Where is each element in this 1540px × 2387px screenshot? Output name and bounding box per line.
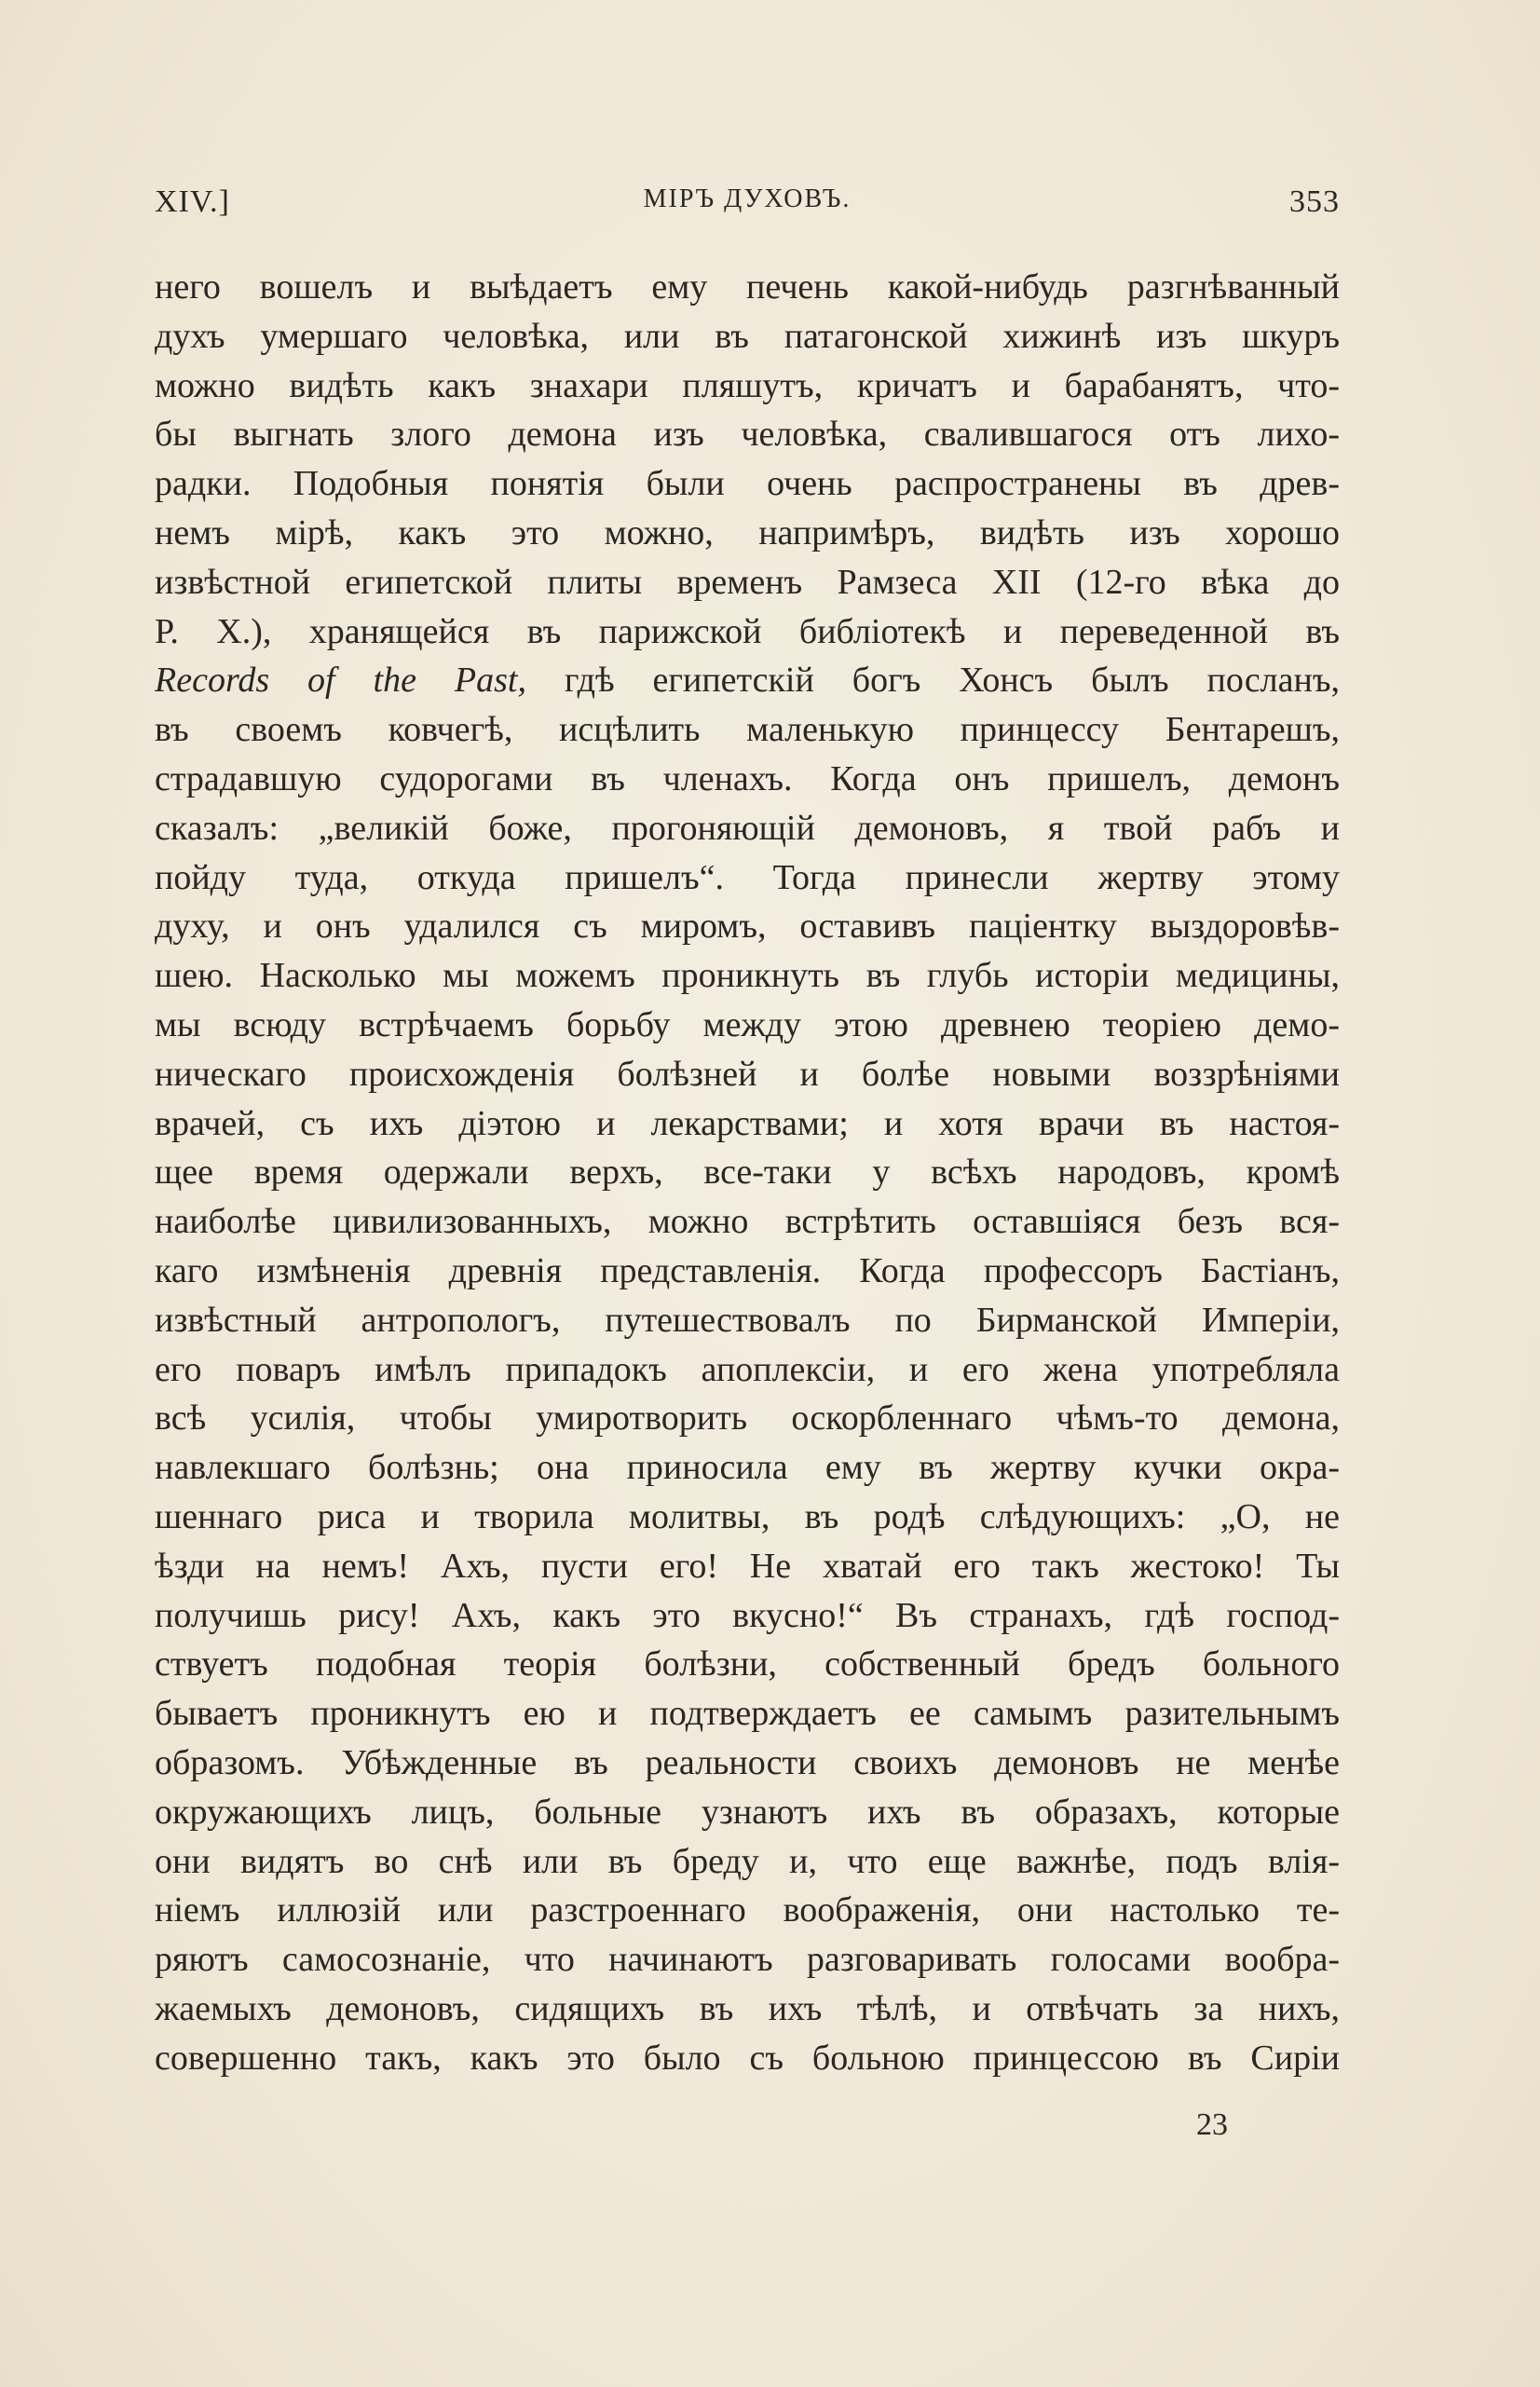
text-line: ряютъ самосознаніе, что начинаютъ разговаривать голосами вообра- [155,1940,1340,1980]
text-line: можно видѣть какъ знахари пляшутъ, кричатъ и барабанятъ, что- [155,365,1340,405]
text-line: немъ мірѣ, какъ это можно, напримѣръ, видѣть изъ хорошо [155,512,1340,552]
text-line: каго измѣненія древнія представленія. Когда профессоръ Бастіанъ, [155,1250,1340,1290]
text-line: окружающихъ лицъ, больные узнаютъ ихъ въ образахъ, которые [155,1792,1340,1832]
text-line: духу, и онъ удалился съ миромъ, оставивъ паціентку выздоровѣв- [155,907,1340,947]
page-number: 353 [1289,184,1340,219]
running-title: МІРЪ ДУХОВЪ. [643,184,852,213]
text-line: всѣ усилія, чтобы умиротворить оскорбленнаго чѣмъ-то демона, [155,1398,1340,1439]
text-line: врачей, съ ихъ діэтою и лекарствами; и хотя врачи въ настоя- [155,1103,1340,1143]
text-line: сказалъ: „великій боже, прогоняющій демоновъ, я твой рабъ и [155,808,1340,848]
text-line: ническаго происхожденія болѣзней и болѣе новыми воззрѣніями [155,1054,1340,1094]
text-line: совершенно такъ, какъ это было съ больною принцессою въ Сиріи [155,2038,1340,2078]
text-line: извѣстный антропологъ, путешествовалъ по Бирманской Имперіи, [155,1300,1340,1340]
text-line: ніемъ иллюзій или разстроеннаго воображенія, они настолько те- [155,1890,1340,1930]
text-line: получишь рису! Ахъ, какъ это вкусно!“ Въ странахъ, гдѣ господ- [155,1595,1340,1635]
text-line: ствуетъ подобная теорія болѣзни, собственный бредъ больного [155,1644,1340,1685]
text-line-rest: гдѣ египетскій богъ Хонсъ былъ посланъ, [525,661,1340,701]
text-line: него вошелъ и выѣдаетъ ему печень какой-нибудь разгнѣванный [155,267,1340,307]
text-line: въ своемъ ковчегѣ, исцѣлить маленькую принцессу Бентарешъ, [155,710,1340,750]
text-line: ѣзди на немъ! Ахъ, пусти его! Не хватай его такъ жестоко! Ты [155,1546,1340,1586]
book-title-italic: Records of the Past, [155,661,526,701]
text-line: мы всюду встрѣчаемъ борьбу между этою древнею теоріею демо- [155,1004,1340,1044]
text-line: жаемыхъ демоновъ, сидящихъ въ ихъ тѣлѣ, и отвѣчать за нихъ, [155,1988,1340,2028]
text-line: извѣстной египетской плиты временъ Рамзеса XII (12-го вѣка до [155,562,1340,602]
text-line: радки. Подобныя понятія были очень распространены въ древ- [155,464,1340,504]
text-line: наиболѣе цивилизованныхъ, можно встрѣтить оставшіяся безъ вся- [155,1202,1340,1242]
text-line: страдавшую судорогами въ членахъ. Когда онъ пришелъ, демонъ [155,758,1340,798]
chapter-number: XIV.] [155,184,230,219]
text-line: они видятъ во снѣ или въ бреду и, что еще важнѣе, подъ влія- [155,1841,1340,1881]
text-line: духъ умершаго человѣка, или въ патагонской хижинѣ изъ шкуръ [155,316,1340,356]
text-line: Р. X.), хранящейся въ парижской библіотекѣ и переведенной въ [155,611,1340,651]
text-line: пойду туда, откуда пришелъ“. Тогда принесли жертву этому [155,857,1340,897]
text-line: бываетъ проникнутъ ею и подтверждаетъ ее самымъ разительнымъ [155,1694,1340,1734]
page-header [155,184,1340,229]
text-line: шею. Насколько мы можемъ проникнуть въ глубь исторіи медицины, [155,956,1340,996]
text-line: образомъ. Убѣжденные въ реальности своихъ демоновъ не менѣе [155,1742,1340,1782]
text-line: бы выгнать злого демона изъ человѣка, свалившагося отъ лихо- [155,415,1340,455]
text-line: шеннаго риса и творила молитвы, въ родѣ слѣдующихъ: „О, не [155,1496,1340,1536]
text-line: его поваръ имѣлъ припадокъ апоплексіи, и его жена употребляла [155,1349,1340,1389]
signature-mark: 23 [1196,2107,1228,2142]
body-text [155,263,1340,2082]
text-line: щее время одержали верхъ, все-таки у всѣхъ народовъ, кромѣ [155,1153,1340,1193]
text-line: навлекшаго болѣзнь; она приносила ему въ жертву кучки окра- [155,1448,1340,1488]
text-line-italic [155,656,1340,705]
